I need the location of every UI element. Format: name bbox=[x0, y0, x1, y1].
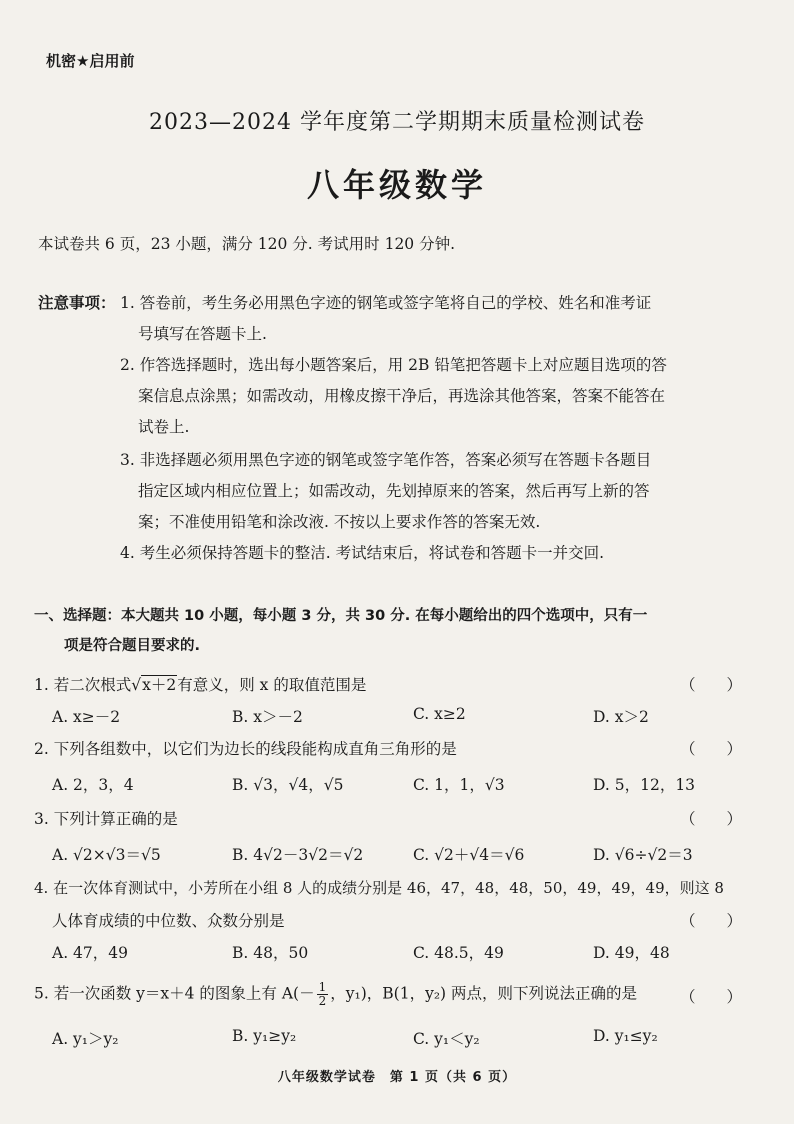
answer-bracket: （ ） bbox=[680, 810, 743, 828]
option-a: A. y₁＞y₂ bbox=[52, 1030, 119, 1048]
answer-bracket: （ ） bbox=[680, 676, 743, 694]
option-c: C. √2＋√4＝√6 bbox=[413, 846, 525, 864]
note-line: 试卷上. bbox=[138, 418, 190, 436]
question-1-stem: 1. 若二次根式√x＋2有意义，则 x 的取值范围是 bbox=[34, 676, 367, 694]
notes-label: 注意事项： bbox=[38, 294, 116, 312]
option-d: D. 5，12，13 bbox=[593, 776, 696, 794]
note-line: 1. 答卷前，考生务必用黑色字迹的钢笔或签字笔将自己的学校、姓名和准考证 bbox=[120, 294, 652, 312]
answer-bracket: （ ） bbox=[680, 988, 743, 1006]
note-line: 案；不准使用铅笔和涂改液. 不按以上要求作答的答案无效. bbox=[138, 513, 541, 531]
option-a: A. x≥－2 bbox=[52, 708, 121, 726]
subject-title: 八年级数学 bbox=[306, 166, 487, 204]
option-b: B. y₁≥y₂ bbox=[232, 1027, 297, 1045]
option-c: C. x≥2 bbox=[413, 705, 466, 723]
option-d: D. x＞2 bbox=[593, 708, 649, 726]
question-2-stem: 2. 下列各组数中，以它们为边长的线段能构成直角三角形的是 bbox=[34, 740, 457, 758]
option-b: B. √3，√4，√5 bbox=[232, 776, 344, 794]
note-line: 指定区域内相应位置上；如需改动，先划掉原来的答案，然后再写上新的答 bbox=[138, 482, 650, 500]
question-4-stem: 4. 在一次体育测试中，小芳所在小组 8 人的成绩分别是 46，47，48，48，50，49，49，49，则这 8 bbox=[34, 879, 724, 897]
option-c: C. y₁＜y₂ bbox=[413, 1030, 480, 1048]
option-a: A. 47，49 bbox=[52, 944, 128, 962]
option-c: C. 1，1，√3 bbox=[413, 776, 505, 794]
option-b: B. x＞－2 bbox=[232, 708, 303, 726]
note-line: 3. 非选择题必须用黑色字迹的钢笔或签字笔作答，答案必须写在答题卡各题目 bbox=[120, 451, 652, 469]
option-a: A. √2×√3＝√5 bbox=[52, 846, 161, 864]
question-4-stem-cont: 人体育成绩的中位数、众数分别是 bbox=[52, 912, 285, 930]
section-heading-cont: 项是符合题目要求的. bbox=[64, 638, 201, 654]
answer-bracket: （ ） bbox=[680, 912, 743, 930]
note-line: 2. 作答选择题时，选出每小题答案后，用 2B 铅笔把答题卡上对应题目选项的答 bbox=[120, 356, 667, 374]
option-c: C. 48.5，49 bbox=[413, 944, 504, 962]
option-b: B. 48，50 bbox=[232, 944, 309, 962]
page-footer: 八年级数学试卷 第 1 页（共 6 页） bbox=[277, 1070, 517, 1085]
note-line: 4. 考生必须保持答题卡的整洁. 考试结束后，将试卷和答题卡一并交回. bbox=[120, 544, 604, 562]
answer-bracket: （ ） bbox=[680, 740, 743, 758]
section-heading: 一、选择题：本大题共 10 小题，每小题 3 分，共 30 分. 在每小题给出的四个选项中，只有一 bbox=[34, 608, 648, 624]
option-a: A. 2，3，4 bbox=[52, 776, 134, 794]
confidential-label: 机密★启用前 bbox=[46, 52, 135, 70]
option-b: B. 4√2－3√2＝√2 bbox=[232, 846, 364, 864]
fraction: $\frac{1}{2}$ bbox=[318, 980, 327, 1008]
note-line: 号填写在答题卡上. bbox=[138, 325, 267, 343]
note-line: 案信息点涂黑；如需改动，用橡皮擦干净后，再选涂其他答案，答案不能答在 bbox=[138, 387, 666, 405]
option-d: D. 49，48 bbox=[593, 944, 670, 962]
question-3-stem: 3. 下列计算正确的是 bbox=[34, 810, 178, 828]
option-d: D. y₁≤y₂ bbox=[593, 1027, 658, 1045]
exam-intro: 本试卷共 6 页，23 小题，满分 120 分. 考试用时 120 分钟. bbox=[38, 235, 456, 253]
option-d: D. √6÷√2＝3 bbox=[593, 846, 693, 864]
question-5-stem: 5. 若一次函数 y＝x＋4 的图象上有 A(－ $\frac{1}{2}$ ，y₁)，B(1，y₂) 两点，则下列说法正确的是 bbox=[34, 980, 638, 1008]
exam-title: 2023—2024 学年度第二学期期末质量检测试卷 bbox=[149, 110, 645, 135]
radicand: x＋2 bbox=[142, 676, 177, 694]
